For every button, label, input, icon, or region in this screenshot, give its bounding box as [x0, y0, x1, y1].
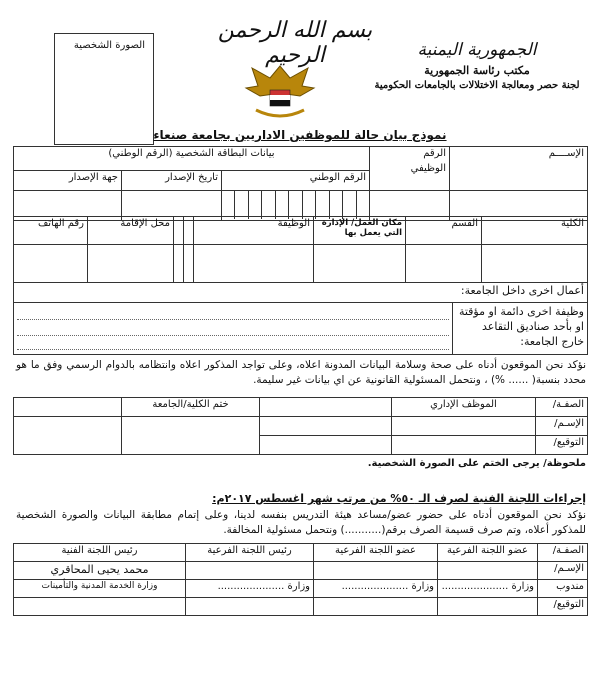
other-work-table: [13, 282, 588, 355]
declaration-text-2: نؤكد نحن الموقعون أدناه على حضور عضو/مساعد هيئة التدريس بنفسه لدينا، وعلى إتمام مطابقة البيانات والصورة الشخصية للمذكور أعلاه، وتم صرف قسيمة الصرف برقم(...........) ونتحمل مسئولية المخالفة.: [16, 509, 586, 536]
residence-header: [88, 217, 174, 245]
admin-signature-value[interactable]: [392, 436, 536, 455]
outside-work-label: وظيفة اخرى دائمة او مؤقتة او بأحد صناديق التقاعد خارج الجامعة:: [458, 305, 584, 348]
committee-name: لجنة حصر ومعالجة الاختلالات بالجامعات الحكومية: [374, 80, 580, 91]
job-header: [194, 217, 314, 245]
national-number-header: [222, 171, 370, 191]
republic-name: الجمهورية اليمنية: [417, 40, 537, 60]
member-sub2-header: [314, 544, 438, 562]
job-number-label: الوظيفي: [410, 163, 446, 174]
college-stamp-label: ختم الكلية/الجامعة: [152, 399, 229, 410]
section2-title: إجراءات اللجنة الفنية لصرف الـ ٥٠% من مرتب شهر اغسطس ٢٠١٧م:: [212, 492, 586, 505]
member-sub-label: عضو اللجنة الفرعية: [447, 545, 528, 556]
name-label-1: [536, 417, 588, 436]
work-table: [13, 216, 588, 283]
photo-label: الصورة الشخصية: [73, 40, 145, 51]
ministry-1[interactable]: [438, 580, 538, 598]
member-sub2-label: عضو اللجنة الفرعية: [335, 545, 416, 556]
name-label-2: [538, 562, 588, 580]
name-text-2: الإسـم/: [554, 563, 584, 574]
number-label: الرقم: [423, 148, 446, 159]
residence-label: محل الإقامة: [120, 218, 170, 229]
phone-value[interactable]: [14, 245, 88, 283]
member-sub2-signature[interactable]: [314, 598, 438, 616]
signature-text-2: التوقيع/: [553, 599, 584, 610]
form-title: نموذج بيان حالة للموظفين الاداريين بجامعة صنعاء: [153, 128, 447, 142]
college-header: [482, 217, 588, 245]
workplace-header: [314, 217, 406, 245]
inside-work-label: أعمال اخرى داخل الجامعة:: [460, 284, 584, 297]
head-tech-name[interactable]: [14, 562, 186, 580]
signature-label-2: [538, 598, 588, 616]
member-sub-name[interactable]: [438, 562, 538, 580]
signature-label-1: [536, 436, 588, 455]
department-header: [406, 217, 482, 245]
issue-date-header: [122, 171, 222, 191]
workplace-label: مكان العمل/ الإدارة التي يعمل بها: [321, 218, 402, 238]
yemen-emblem-icon: [240, 60, 320, 126]
declaration-text-1: نؤكد نحن الموقعون أدناه على صحة وسلامة البيانات المدونة اعلاه، وعلى تواجد المذكور اعلاه وانتظامه بالدوام الرسمي وفق ما هو محدد بنسبة( ...... %) ، ونتحمل المسئولية القانونية عن اي بيانات غير سليمة.: [16, 359, 586, 386]
basmala: بسم الله الرحمن الرحيم: [217, 18, 373, 68]
department-label: القسم: [451, 218, 478, 229]
head-sub-header: [186, 544, 314, 562]
ministry-text-1: وزارة .....................: [441, 581, 534, 592]
ministry-text-3: وزارة .....................: [217, 581, 310, 592]
college-value[interactable]: [482, 245, 588, 283]
id-card-header: [14, 147, 370, 171]
issue-place-header: [14, 171, 122, 191]
ministry-civil[interactable]: [14, 580, 186, 598]
ministry-3[interactable]: [186, 580, 314, 598]
job-number-field[interactable]: [370, 147, 450, 191]
note-text: ملحوظة/ يرجى الختم على الصورة الشخصية.: [367, 458, 586, 469]
capacity-text-1: الصفـة/: [552, 399, 584, 410]
id-card-label: بيانات البطاقة الشخصية (الرقم الوطني): [108, 148, 275, 159]
delegate-label: [538, 580, 588, 598]
head-sub-label: رئيس اللجنة الفرعية: [207, 545, 292, 556]
capacity-label-2: [538, 544, 588, 562]
head-sub-name[interactable]: [186, 562, 314, 580]
issue-date-label: تاريخ الإصدار: [165, 172, 218, 183]
head-tech-label: رئيس اللجنة الفنية: [61, 545, 138, 556]
college-label: الكلية: [560, 218, 584, 229]
admin-name-value[interactable]: [392, 417, 536, 436]
signature-table-2: [13, 543, 588, 616]
outside-work-label-cell: [453, 303, 588, 355]
head-tech-signature[interactable]: [14, 598, 186, 616]
job-value[interactable]: [194, 245, 314, 283]
phone-header: [14, 217, 88, 245]
signature-text-1: التوقيع/: [553, 437, 584, 448]
department-value[interactable]: [406, 245, 482, 283]
head-sub-signature[interactable]: [186, 598, 314, 616]
presidency-office: مكتب رئاسة الجمهورية: [424, 64, 530, 77]
admin-employee-label: الموظف الإداري: [430, 399, 497, 410]
member-sub2-name[interactable]: [314, 562, 438, 580]
inside-work-field[interactable]: [14, 283, 588, 303]
ministry-2[interactable]: [314, 580, 438, 598]
name-text-1: الإسـم/: [554, 418, 584, 429]
college-stamp-header: [122, 398, 260, 417]
name-label: الإســــم: [548, 148, 584, 159]
outside-work-field[interactable]: [14, 303, 453, 355]
job-label: الوظيفة: [277, 218, 310, 229]
delegate-text: مندوب: [556, 581, 584, 592]
member-sub-header: [438, 544, 538, 562]
name-field[interactable]: [450, 147, 588, 191]
id-table: [13, 146, 588, 221]
republic-header: [372, 40, 582, 91]
head-tech-header: [14, 544, 186, 562]
admin-employee-header: [392, 398, 536, 417]
head-tech-name-text: محمد يحيى المحاقري: [50, 563, 149, 576]
ministry-text-2: وزارة .....................: [341, 581, 434, 592]
issue-place-label: جهة الإصدار: [68, 172, 118, 183]
member-sub-signature[interactable]: [438, 598, 538, 616]
signature-table-1: [13, 397, 588, 455]
workplace-value[interactable]: [314, 245, 406, 283]
college-stamp-area[interactable]: [122, 417, 260, 455]
capacity-text-2: الصفـة/: [552, 545, 584, 556]
residence-value[interactable]: [88, 245, 174, 283]
photo-box: [54, 33, 154, 145]
national-number-label: الرقم الوطني: [309, 172, 366, 183]
ministry-civil-text: وزارة الخدمة المدنية والتأمينات: [41, 581, 158, 591]
capacity-label-1: [536, 398, 588, 417]
phone-label: رقم الهاتف: [37, 218, 84, 229]
